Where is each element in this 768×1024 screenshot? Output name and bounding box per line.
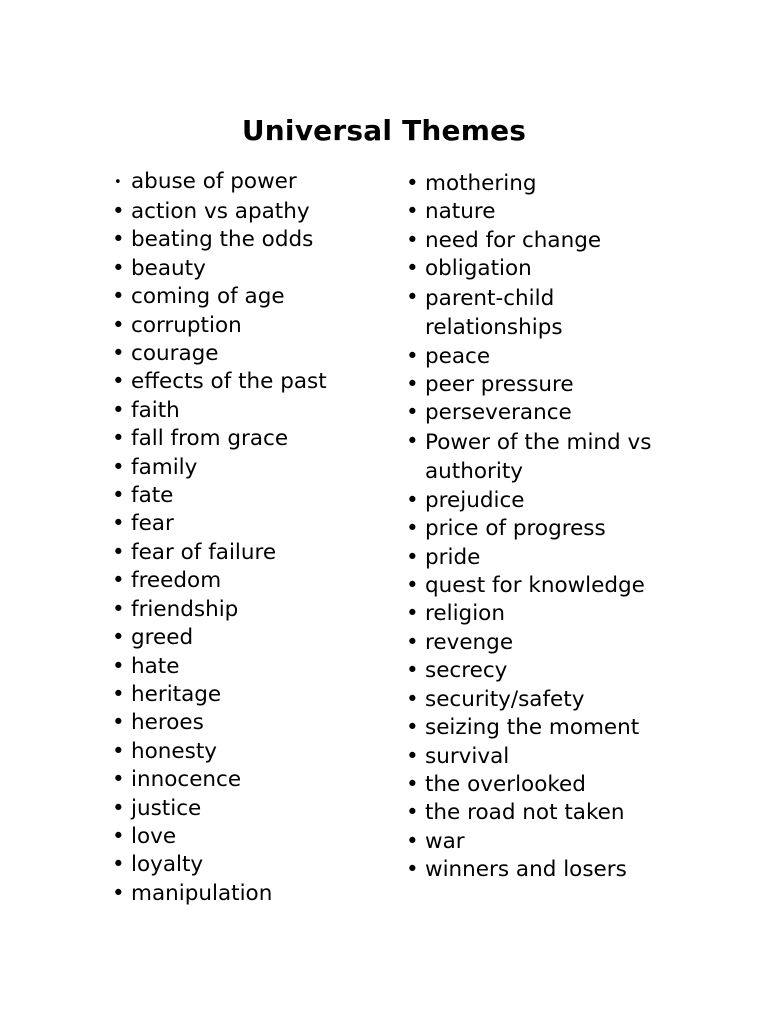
list-item [112,709,382,737]
list-item [406,487,706,515]
list-item-line: prejudice [425,487,525,513]
bullet-icon: • [112,199,125,224]
list-item [112,168,382,198]
bullet-icon: • [112,397,125,423]
list-item [112,226,382,254]
list-item [406,170,706,198]
list-item [112,255,382,283]
list-item-label: loyalty [131,852,204,878]
bullet-icon: • [406,658,419,684]
bullet-icon: • [406,715,419,741]
list-item-line: need for change [425,227,602,253]
list-item [406,428,706,487]
left-theme-list [112,168,382,908]
bullet-icon: • [112,511,125,537]
bullet-icon: • [406,372,419,398]
bullet-icon: • [112,539,125,565]
list-item-label: fear [131,511,174,537]
list-item-line: nature [425,199,496,225]
list-item-line: seizing the moment [425,715,640,741]
list-item-line: perseverance [425,400,572,426]
bullet-icon: • [406,857,419,883]
list-item [112,738,382,766]
list-item-label: courage [131,341,219,367]
list-item-label: faith [131,397,180,423]
list-item-label: abuse of power [131,169,297,194]
list-item [406,284,706,343]
list-item [112,198,382,226]
list-item [112,596,382,624]
list-item [406,856,706,884]
list-item-label: fear of failure [131,539,277,565]
bullet-icon: • [114,175,122,190]
list-item-label: corruption [131,312,242,338]
bullet-icon: • [406,573,419,599]
bullet-icon: • [406,601,419,627]
list-item-label: fall from grace [131,426,289,452]
bullet-icon: • [406,828,419,854]
list-item [112,766,382,794]
list-item-label [425,572,645,600]
list-item [406,686,706,714]
list-item-label [425,771,586,799]
list-item [406,198,706,226]
bullet-icon: • [112,284,125,310]
list-item [406,515,706,543]
list-item [112,880,382,908]
list-item-label: honesty [131,738,217,764]
list-item-label: action vs apathy [131,199,310,224]
list-item-line: Power of the mind vs [425,429,652,455]
list-item-label [425,657,507,685]
list-item-label: effects of the past [131,369,327,395]
list-item-line: quest for knowledge [425,573,645,599]
bullet-icon: • [112,823,125,849]
bullet-icon: • [406,686,419,712]
bullet-icon: • [112,738,125,764]
list-item-label [425,515,606,543]
page-title: Universal Themes [241,113,527,147]
list-item-label: friendship [131,596,239,622]
list-item-label: heroes [131,710,204,736]
list-item [112,454,382,482]
list-item-label [425,487,525,515]
list-item [112,368,382,396]
list-item [112,482,382,510]
list-item [112,510,382,538]
list-item-label [425,743,509,771]
bullet-icon: • [406,544,419,570]
list-item-label [425,428,651,487]
bullet-icon: • [406,487,419,513]
list-item-line: security/safety [425,686,585,712]
bullet-icon: • [112,568,125,594]
list-item-line: winners and losers [425,857,627,883]
list-item-label: manipulation [131,880,273,906]
list-item [112,823,382,851]
bullet-icon: • [112,341,125,367]
list-item-label [425,227,601,255]
list-item-label [425,170,536,198]
bullet-icon: • [112,227,125,253]
bullet-icon: • [406,284,419,310]
list-item [112,681,382,709]
list-item-label [425,284,563,343]
list-item-line: parent-child [425,285,555,311]
bullet-icon: • [406,743,419,769]
bullet-icon: • [112,596,125,622]
list-item [112,653,382,681]
list-item-line: obligation [425,256,532,282]
bullet-icon: • [112,880,125,906]
list-item-label: freedom [131,568,222,594]
list-item-label: heritage [131,681,222,707]
bullet-icon: • [406,343,419,369]
list-item [406,227,706,255]
list-item [406,572,706,600]
list-item [406,629,706,657]
list-item [406,255,706,283]
list-item [406,544,706,572]
list-item-label: beauty [131,255,206,281]
bullet-icon: • [112,426,125,452]
bullet-icon: • [406,227,419,253]
list-item [406,743,706,771]
list-item [112,567,382,595]
list-item-line: the road not taken [425,800,625,826]
list-item-line: price of progress [425,516,606,542]
bullet-icon: • [112,767,125,793]
bullet-icon: • [112,625,125,651]
list-item-label: innocence [131,767,242,793]
list-item-line: the overlooked [425,771,586,797]
list-item [112,425,382,453]
list-item-label: hate [131,653,180,679]
list-item-label [425,828,465,856]
list-item [406,343,706,371]
bullet-icon: • [406,516,419,542]
bullet-icon: • [112,369,125,395]
list-item [112,312,382,340]
list-item-label [425,714,639,742]
list-item-line: secrecy [425,658,508,684]
bullet-icon: • [406,629,419,655]
list-item [406,399,706,427]
list-item-label [425,856,627,884]
list-item [406,600,706,628]
bullet-icon: • [112,681,125,707]
list-item-label: love [131,823,177,849]
list-item [112,624,382,652]
list-item [112,340,382,368]
bullet-icon: • [112,795,125,821]
bullet-icon: • [406,199,419,225]
list-item [406,371,706,399]
bullet-icon: • [112,312,125,338]
list-item-line: religion [425,601,505,627]
list-item [406,828,706,856]
list-item-line: survival [425,743,510,769]
list-item [406,771,706,799]
list-item-label [425,399,572,427]
list-item-line: peace [425,343,491,369]
list-item [112,397,382,425]
list-item-label [425,255,532,283]
list-item [406,714,706,742]
bullet-icon: • [406,400,419,426]
list-item-label: justice [131,795,202,821]
bullet-icon: • [406,256,419,282]
list-item-line: authority [425,459,523,485]
bullet-icon: • [406,171,419,196]
bullet-icon: • [406,428,419,454]
list-item [112,851,382,879]
list-item-label [425,343,490,371]
list-item-label [425,629,513,657]
list-item-line: war [425,828,465,854]
list-item-label: family [131,454,198,480]
list-item [112,795,382,823]
list-item [406,799,706,827]
list-item-label [425,371,574,399]
list-item-label: fate [131,483,174,509]
list-item-line: mothering [425,171,537,196]
list-item-label: coming of age [131,284,285,310]
list-item-label [425,198,495,226]
list-item [406,657,706,685]
list-item-label [425,686,584,714]
list-item-line: pride [425,544,481,570]
list-item-label [425,600,505,628]
bullet-icon: • [112,653,125,679]
bullet-icon: • [406,771,419,797]
list-item-line: revenge [425,629,514,655]
list-item-line: relationships [425,315,563,341]
list-item-line: peer pressure [425,372,574,398]
list-item-label: greed [131,625,194,651]
list-item [112,539,382,567]
bullet-icon: • [406,800,419,826]
list-item-label [425,544,480,572]
list-item-label [425,799,624,827]
bullet-icon: • [112,483,125,509]
bullet-icon: • [112,255,125,281]
right-theme-list [406,170,706,885]
list-item-label: beating the odds [131,227,314,253]
bullet-icon: • [112,852,125,878]
bullet-icon: • [112,454,125,480]
list-item [112,283,382,311]
bullet-icon: • [112,710,125,736]
